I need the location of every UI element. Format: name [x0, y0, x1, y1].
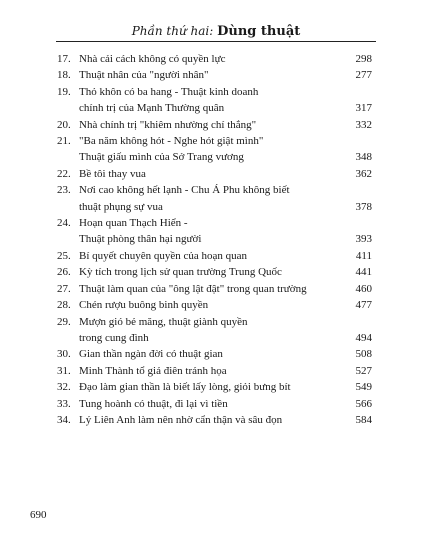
- toc-entry-page: 378: [355, 200, 372, 213]
- header-title: Dùng thuật: [217, 24, 301, 39]
- toc-entry-title: Đạo làm gian thần là biết lấy lòng, giỏi bưng bít: [79, 381, 291, 394]
- toc-entry: [0, 117, 432, 133]
- toc-entry-page: 362: [355, 167, 372, 180]
- toc-entry-title: Lý Liên Anh làm nên nhờ cẩn thận và sâu đọn: [79, 413, 283, 426]
- toc-entry-page: 277: [355, 69, 372, 82]
- toc-entry: [0, 264, 432, 280]
- toc-entry-number: 33.: [57, 397, 71, 410]
- toc-entry-title: thuật phụng sự vua: [79, 200, 163, 213]
- toc-entry: [0, 67, 432, 83]
- toc-entry-page: 477: [355, 299, 372, 312]
- header-part: Phần thứ hai:: [131, 24, 214, 38]
- toc-entry: [0, 133, 432, 166]
- toc-entry-title: Nơi cao không hết lạnh - Chu Á Phu không biết: [79, 184, 290, 197]
- table-of-contents: [0, 51, 432, 428]
- toc-entry-title: Mượn gió bẻ măng, thuật giành quyền: [79, 315, 248, 328]
- toc-entry-title: Nhà cải cách không có quyền lực: [79, 53, 226, 65]
- toc-entry: [0, 363, 432, 379]
- toc-entry-number: 21.: [57, 135, 71, 148]
- toc-entry-number: 24.: [57, 217, 71, 230]
- toc-entry-number: 20.: [57, 118, 71, 131]
- toc-entry-title: Bí quyết chuyên quyền của hoạn quan: [79, 249, 248, 262]
- toc-entry-number: 31.: [57, 364, 71, 377]
- toc-entry: [0, 396, 432, 412]
- toc-entry-number: 28.: [57, 299, 71, 312]
- toc-entry: [0, 51, 432, 67]
- toc-entry-number: 34.: [57, 413, 71, 426]
- toc-entry-page: 298: [355, 53, 372, 65]
- toc-entry-page: 317: [355, 102, 372, 115]
- toc-entry-page: 494: [355, 331, 372, 344]
- toc-entry-number: 29.: [57, 315, 71, 328]
- toc-entry: [0, 84, 432, 117]
- toc-entry: [0, 379, 432, 395]
- toc-entry-page: 393: [355, 233, 372, 246]
- toc-entry-title: Gian thần ngàn đời có thuật gian: [79, 348, 223, 361]
- toc-entry-number: 17.: [57, 53, 71, 65]
- toc-entry: [0, 297, 432, 313]
- toc-entry-page: 566: [355, 397, 372, 410]
- toc-entry: [0, 182, 432, 215]
- toc-entry-title: Bề tôi thay vua: [79, 167, 146, 180]
- toc-entry-title: Hoạn quan Thạch Hiển -: [79, 217, 188, 230]
- toc-entry-page: 332: [355, 118, 372, 131]
- toc-entry-page: 460: [355, 282, 372, 295]
- toc-entry: [0, 166, 432, 182]
- toc-entry-title: chính trị của Mạnh Thường quân: [79, 102, 225, 115]
- toc-entry-title: Kỳ tích trong lịch sử quan trường Trung Quốc: [79, 266, 282, 279]
- toc-entry-number: 25.: [57, 249, 71, 262]
- toc-entry-number: 30.: [57, 348, 71, 361]
- toc-entry: [0, 248, 432, 264]
- toc-entry-page: 348: [355, 151, 372, 164]
- toc-entry-page: 549: [355, 381, 372, 394]
- toc-entry-title: Chén rượu buông binh quyền: [79, 299, 209, 312]
- toc-entry-number: 23.: [57, 184, 71, 197]
- toc-entry-title: Thuật làm quan của "ông lật đật" trong quan trường: [79, 282, 307, 295]
- toc-entry-number: 22.: [57, 167, 71, 180]
- toc-entry-page: 508: [355, 348, 372, 361]
- toc-entry-number: 27.: [57, 282, 71, 295]
- toc-entry-number: 32.: [57, 381, 71, 394]
- toc-entry: [0, 281, 432, 297]
- toc-entry: [0, 215, 432, 248]
- toc-entry-number: 19.: [57, 85, 71, 98]
- toc-entry: [0, 412, 432, 428]
- page-number: 690: [30, 509, 47, 521]
- toc-entry-title: Tung hoành có thuật, đi lại vì tiền: [79, 397, 228, 410]
- toc-entry-title: Thỏ khôn có ba hang - Thuật kinh doanh: [79, 85, 259, 98]
- running-header: [0, 24, 432, 39]
- toc-entry-number: 26.: [57, 266, 71, 279]
- header-rule: [56, 41, 376, 42]
- toc-entry-title: Thuật phòng thân hại người: [79, 233, 202, 246]
- toc-entry-page: 441: [355, 266, 372, 279]
- toc-entry-title: "Ba năm không hót - Nghe hót giật mình": [79, 135, 264, 148]
- toc-entry: [0, 314, 432, 347]
- toc-entry-title: Thuật nhân của "người nhân": [79, 69, 209, 82]
- toc-entry-page: 411: [355, 249, 372, 262]
- toc-entry-page: 584: [355, 413, 372, 426]
- toc-entry-title: Thuật giấu mình của Sở Trang vương: [79, 151, 244, 164]
- toc-entry-title: Nhà chính trị "khiêm nhường chí thắng": [79, 118, 257, 131]
- toc-entry-page: 527: [355, 364, 372, 377]
- toc-entry-title: Minh Thành tổ giả điên tránh họa: [79, 364, 227, 377]
- toc-entry: [0, 346, 432, 362]
- toc-entry-title: trong cung đình: [79, 331, 149, 344]
- toc-entry-number: 18.: [57, 69, 71, 82]
